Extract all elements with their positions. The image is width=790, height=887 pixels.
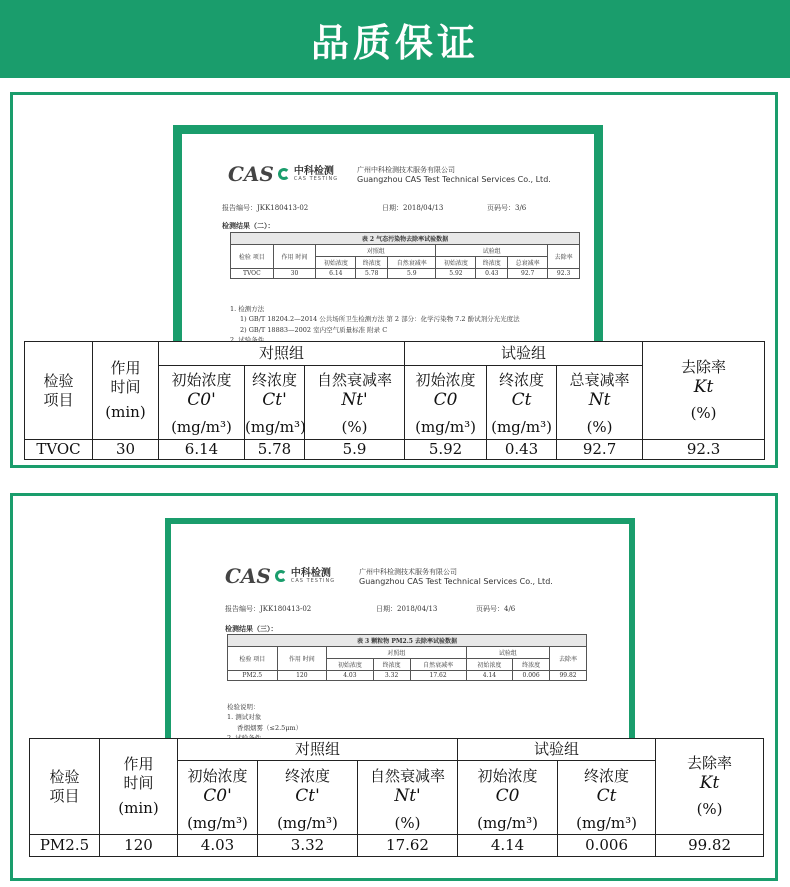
symbol: Ct' (295, 785, 320, 806)
page-title: 品质保证 (310, 20, 479, 65)
company-cn: 广州中科检测技术服务有限公司 (359, 568, 457, 576)
cell-kt: 99.82 (656, 835, 764, 857)
cell: 4.03 (327, 671, 374, 681)
cell: 99.82 (550, 671, 587, 681)
unit: (mg/m³) (159, 416, 245, 440)
header-removal (643, 342, 765, 440)
table-caption: 表 3 颗粒物 PM2.5 去除率试验数据 (228, 635, 587, 647)
header-final-test (487, 366, 557, 416)
cell: 4.14 (466, 671, 513, 681)
th-control: 对照组 (316, 245, 436, 257)
removal-unit: (%) (690, 404, 717, 423)
cell-item: TVOC (25, 440, 93, 460)
company-en: Guangzhou CAS Test Technical Services Co., Ltd. (357, 175, 551, 185)
company-name (359, 568, 553, 587)
header-item: 检验 项目 (25, 342, 93, 440)
time-label: 作用 时间 (110, 359, 141, 397)
table-caption: 表 2 气态污染物去除率试验数据 (231, 233, 580, 245)
report-page: 页码号：3/6 (487, 204, 527, 212)
header-natural-decay (358, 761, 458, 813)
note-line: 2) GB/T 18883—2002 室内空气质量标准 附录 C (240, 325, 388, 334)
symbol: Nt (588, 389, 611, 410)
logo-en: CAS TESTING (293, 175, 339, 182)
header-time (100, 739, 178, 835)
cell: 5.9 (388, 269, 436, 279)
header-final-control (245, 366, 305, 416)
cell-kt: 92.3 (643, 440, 765, 460)
cell-c0: 4.14 (458, 835, 558, 857)
company-en: Guangzhou CAS Test Technical Services Co., Ltd. (359, 577, 553, 587)
time-unit: (min) (118, 798, 159, 817)
header-total-decay (557, 366, 643, 416)
cell-c0: 5.92 (405, 440, 487, 460)
logo-ring-icon (275, 570, 287, 582)
section-title: 检测结果（二）： (222, 221, 275, 230)
time-label: 作用 时间 (123, 755, 154, 793)
th-init: 初始浓度 (316, 257, 356, 269)
certificate-panel-1 (10, 92, 778, 468)
cell: 92.3 (548, 269, 580, 279)
cell: 3.32 (373, 671, 410, 681)
logo-ring-icon (278, 168, 290, 180)
cell: 17.62 (410, 671, 466, 681)
cell: 6.14 (316, 269, 356, 279)
logo-mark: CAS (225, 564, 271, 588)
cell: 0.43 (476, 269, 508, 279)
th-test: 试验组 (466, 647, 549, 659)
th-test: 试验组 (436, 245, 548, 257)
note-line: 检验说明： (227, 703, 260, 711)
report-page: 页码号：4/6 (476, 605, 516, 613)
header-item: 检验 项目 (30, 739, 100, 835)
unit: (mg/m³) (258, 813, 358, 835)
label: 总衰减率 (569, 370, 630, 389)
cell: TVOC (231, 269, 274, 279)
th-natural: 自然衰减率 (388, 257, 436, 269)
thumbnail-table-2 (227, 634, 587, 681)
th-init: 初始浓度 (327, 659, 374, 671)
header-init-test (458, 761, 558, 813)
cell-ntp: 17.62 (358, 835, 458, 857)
th-time: 作用 时间 (273, 245, 316, 269)
symbol: Ct' (262, 389, 287, 410)
header-test-group: 试验组 (405, 342, 643, 366)
header-control-group: 对照组 (178, 739, 458, 761)
symbol: Ct (511, 389, 532, 410)
cell: 5.92 (436, 269, 476, 279)
th-final: 终浓度 (373, 659, 410, 671)
th-final2: 终浓度 (476, 257, 508, 269)
removal-label: 去除率 (687, 754, 733, 773)
cas-logo (228, 162, 338, 186)
enlarged-table-1 (24, 341, 765, 460)
note-line: 1. 测试对象 (227, 713, 262, 722)
enlarged-table-2 (29, 738, 764, 857)
unit: (%) (305, 416, 405, 440)
logo-cn: 中科检测 (293, 165, 334, 177)
cell: 5.78 (356, 269, 388, 279)
header-init-control (178, 761, 258, 813)
th-init2: 初始浓度 (466, 659, 513, 671)
th-item: 检验 项目 (228, 647, 278, 671)
unit: (mg/m³) (245, 416, 305, 440)
cell-time: 30 (93, 440, 159, 460)
header-final-control (258, 761, 358, 813)
unit: (mg/m³) (487, 416, 557, 440)
label: 终浓度 (251, 370, 297, 389)
report-date: 日期：2018/04/13 (376, 605, 438, 613)
th-control: 对照组 (327, 647, 467, 659)
label: 终浓度 (584, 766, 630, 785)
unit: (mg/m³) (178, 813, 258, 835)
symbol: Nt' (341, 389, 368, 410)
removal-label: 去除率 (681, 358, 727, 377)
header-test-group: 试验组 (458, 739, 656, 761)
cell-ct: 0.006 (558, 835, 656, 857)
header-init-test (405, 366, 487, 416)
cell-item: PM2.5 (30, 835, 100, 857)
th-time: 作用 时间 (277, 647, 327, 671)
label: 自然衰减率 (317, 370, 393, 389)
company-name (357, 166, 551, 185)
cell-ntp: 5.9 (305, 440, 405, 460)
unit: (%) (557, 416, 643, 440)
th-natural: 自然衰减率 (410, 659, 466, 671)
label: 终浓度 (284, 766, 330, 785)
symbol: C0' (187, 389, 216, 410)
symbol: C0' (203, 785, 232, 806)
th-init2: 初始浓度 (436, 257, 476, 269)
cell: 92.7 (508, 269, 548, 279)
time-unit: (min) (105, 402, 146, 421)
cell-ct: 0.43 (487, 440, 557, 460)
cell: PM2.5 (228, 671, 278, 681)
unit: (mg/m³) (405, 416, 487, 440)
header-control-group: 对照组 (159, 342, 405, 366)
header-natural-decay (305, 366, 405, 416)
label: 初始浓度 (171, 370, 232, 389)
section-title: 检测结果（三）： (225, 624, 278, 633)
label: 初始浓度 (477, 766, 538, 785)
removal-symbol: Kt (699, 772, 720, 793)
report-number: 报告编号：JKK180413-02 (225, 605, 312, 613)
header-init-control (159, 366, 245, 416)
title-banner (0, 0, 790, 78)
unit: (%) (358, 813, 458, 835)
cas-logo (225, 564, 335, 588)
label: 初始浓度 (187, 766, 248, 785)
company-cn: 广州中科检测技术服务有限公司 (357, 166, 455, 174)
cell: 0.006 (513, 671, 550, 681)
cell-c0p: 6.14 (159, 440, 245, 460)
logo-cn: 中科检测 (290, 567, 331, 579)
header-time (93, 342, 159, 440)
th-item: 检验 项目 (231, 245, 274, 269)
th-final2: 终浓度 (513, 659, 550, 671)
note-line: 香烟烟雾（≤2.5μm） (237, 723, 303, 732)
unit: (mg/m³) (558, 813, 656, 835)
certificate-panel-2 (10, 493, 778, 881)
table-row (30, 835, 764, 857)
symbol: C0 (495, 785, 520, 806)
cell-nt: 92.7 (557, 440, 643, 460)
cell-time: 120 (100, 835, 178, 857)
th-removal: 去除率 (550, 647, 587, 671)
symbol: Nt' (394, 785, 421, 806)
logo-en: CAS TESTING (290, 577, 336, 584)
cell: 30 (273, 269, 316, 279)
report-date: 日期：2018/04/13 (382, 204, 444, 212)
logo-mark: CAS (228, 162, 274, 186)
th-removal: 去除率 (548, 245, 580, 269)
symbol: C0 (433, 389, 458, 410)
cell: 120 (277, 671, 327, 681)
th-total: 总衰减率 (508, 257, 548, 269)
removal-symbol: Kt (693, 376, 714, 397)
removal-unit: (%) (696, 800, 723, 819)
symbol: Ct (596, 785, 617, 806)
cell-c0p: 4.03 (178, 835, 258, 857)
label: 初始浓度 (415, 370, 476, 389)
cell-ctp: 3.32 (258, 835, 358, 857)
label: 自然衰减率 (370, 766, 446, 785)
header-removal (656, 739, 764, 835)
header-final-test (558, 761, 656, 813)
unit: (mg/m³) (458, 813, 558, 835)
th-final: 终浓度 (356, 257, 388, 269)
label: 终浓度 (499, 370, 545, 389)
report-number: 报告编号：JKK180413-02 (222, 204, 309, 212)
note-line: 1. 检测方法 (230, 305, 265, 313)
cell-ctp: 5.78 (245, 440, 305, 460)
thumbnail-table-1 (230, 232, 580, 279)
table-row (25, 440, 765, 460)
method-notes (230, 304, 520, 346)
note-line: 1) GB/T 18204.2—2014 公共场所卫生检测方法 第 2 部分：化学污染物 7.2 酚试剂分光光度法 (240, 315, 520, 324)
